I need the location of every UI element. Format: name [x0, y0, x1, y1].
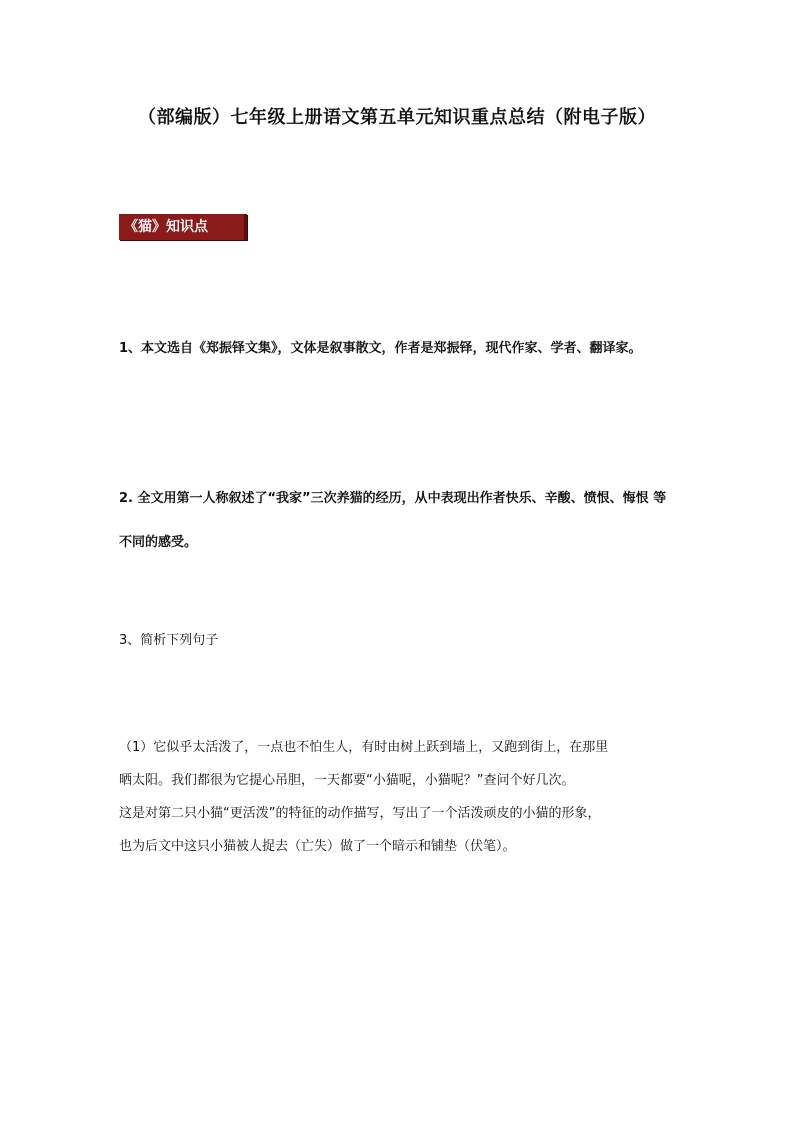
- point-1: 1、本文选自《郑振铎文集》，文体是叙事散文，作者是郑振铎，现代作家、学者、翻译家。: [119, 341, 642, 356]
- point-2: 2. 全文用第一人称叙述了“我家”三次养猫的经历，从中表现出作者快乐、辛酸、愤恨、悔恨 等不同的感受。: [119, 491, 667, 550]
- analysis-line: 晒太阳。我们都很为它提心吊胆，一天都要“小猫呢，小猫呢？”查问个好几次。: [119, 773, 575, 788]
- analysis-line: 这是对第二只小猫“更活泼”的特征的动作描写，写出了一个活泼顽皮的小猫的形象，: [119, 806, 601, 821]
- point-3-heading: 3、简析下列句子: [119, 633, 219, 648]
- section-heading-banner: [119, 214, 247, 240]
- analysis-line: 也为后文中这只小猫被人捉去（亡失）做了一个暗示和铺垫（伏笔）。: [119, 839, 516, 854]
- analysis-line: （1）它似乎太活泼了，一点也不怕生人，有时由树上跃到墙上，又跑到街上，在那里: [119, 740, 609, 755]
- document-title: （部编版）七年级上册语文第五单元知识重点总结（附电子版）: [138, 107, 656, 128]
- section-heading-text: 《猫》知识点: [124, 219, 208, 235]
- sentence-analysis: [119, 737, 684, 869]
